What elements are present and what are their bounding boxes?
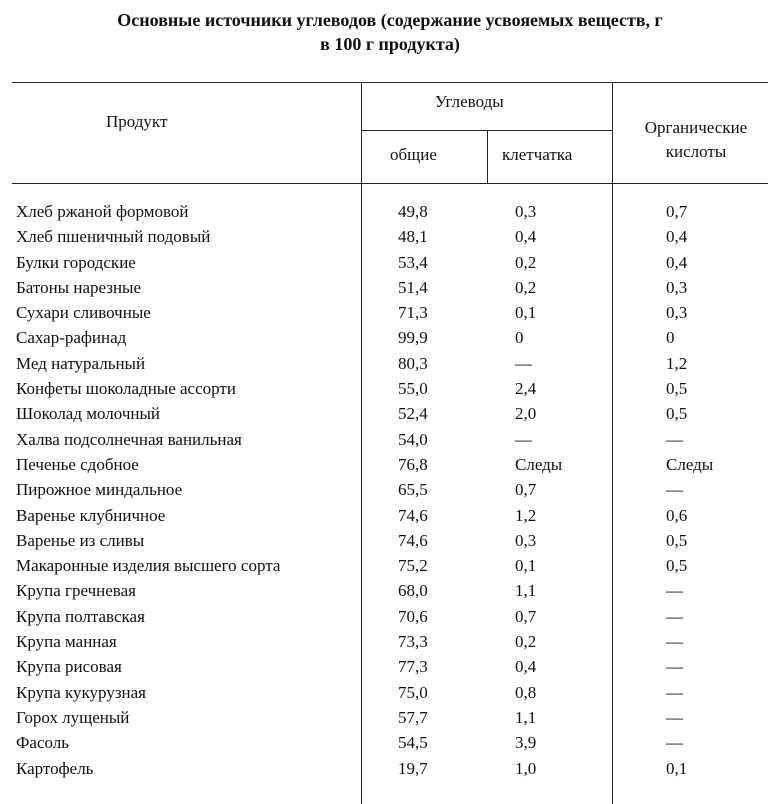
organic-acids-cell: —	[666, 733, 683, 753]
total-carbs-cell: 74,6	[398, 505, 428, 525]
fiber-cell: 0,1	[515, 556, 537, 576]
fiber-cell: 0	[515, 328, 524, 348]
organic-acids-cell: 0,5	[666, 379, 688, 399]
total-carbs-cell: 70,6	[398, 606, 428, 626]
organic-acids-cell: —	[666, 657, 683, 677]
total-carbs-cell: 53,4	[398, 252, 428, 272]
fiber-cell: 0,2	[515, 277, 537, 297]
organic-acids-cell: 0,5	[666, 556, 688, 576]
total-carbs-cell: 75,2	[398, 556, 428, 576]
table-row	[0, 376, 780, 401]
total-carbs-cell: 71,3	[398, 303, 428, 323]
organic-acids-cell: 0,3	[666, 303, 688, 323]
table-row	[0, 224, 780, 249]
organic-acids-cell: 0,5	[666, 530, 688, 550]
table-row	[0, 705, 780, 730]
table-row	[0, 578, 780, 603]
table-title-line-2: в 100 г продукта)	[320, 34, 460, 54]
total-carbs-cell: 74,6	[398, 530, 428, 550]
fiber-cell: 0,3	[515, 202, 537, 221]
total-carbs-cell: 68,0	[398, 581, 428, 601]
table-row	[0, 730, 780, 755]
table-row	[0, 300, 780, 325]
organic-acids-cell: 0,4	[666, 252, 688, 272]
organic-acids-cell: —	[666, 429, 683, 449]
fiber-cell: 2,0	[515, 404, 537, 424]
organic-acids-cell: 1,2	[666, 353, 688, 373]
organic-acids-cell: —	[666, 606, 683, 626]
header-product: Продукт	[106, 112, 168, 131]
organic-acids-cell: 0,3	[666, 277, 688, 297]
fiber-cell: —	[515, 429, 532, 449]
table-row	[0, 250, 780, 275]
product-name-cell: Варенье из сливы	[16, 530, 145, 550]
total-carbs-cell: 76,8	[398, 454, 428, 474]
fiber-cell: 0,3	[515, 530, 537, 550]
product-name-cell: Печенье сдобное	[16, 454, 139, 474]
fiber-cell: 0,4	[515, 227, 537, 247]
fiber-cell: 1,2	[515, 505, 537, 525]
fiber-cell: 3,9	[515, 733, 537, 753]
product-name-cell: Фасоль	[16, 733, 70, 753]
organic-acids-cell: —	[666, 632, 683, 652]
table-row	[0, 629, 780, 654]
table-row	[0, 503, 780, 528]
header-fiber: клетчатка	[502, 145, 573, 164]
total-carbs-cell: 52,4	[398, 404, 428, 424]
organic-acids-cell: 0	[666, 328, 675, 348]
organic-acids-cell: —	[666, 581, 683, 601]
total-carbs-cell: 55,0	[398, 379, 428, 399]
fiber-cell: 0,2	[515, 252, 537, 272]
header-organic-acids-line-2: кислоты	[665, 142, 727, 161]
total-carbs-cell: 73,3	[398, 632, 428, 652]
product-name-cell: Халва подсолнечная ванильная	[16, 429, 242, 449]
total-carbs-cell: 51,4	[398, 277, 428, 297]
table-row	[0, 199, 780, 224]
table-top-rule	[12, 82, 768, 83]
header-organic-acids	[612, 116, 780, 164]
table-row	[0, 528, 780, 553]
total-fiber-divider	[487, 130, 488, 183]
product-name-cell: Сухари сливочные	[16, 303, 151, 323]
product-name-cell: Батоны нарезные	[16, 277, 142, 297]
fiber-cell: 2,4	[515, 379, 537, 399]
table-row	[0, 553, 780, 578]
table-row	[0, 477, 780, 502]
table-row	[0, 756, 780, 781]
fiber-cell: Следы	[515, 454, 563, 474]
organic-acids-cell: —	[666, 682, 683, 702]
total-carbs-cell: 48,1	[398, 227, 428, 247]
total-carbs-cell: 57,7	[398, 707, 428, 727]
total-carbs-cell: 65,5	[398, 480, 428, 500]
total-carbs-cell: 54,5	[398, 733, 428, 753]
product-name-cell: Конфеты шоколадные ассорти	[16, 379, 236, 399]
fiber-cell: —	[515, 353, 532, 373]
fiber-cell: 1,1	[515, 581, 537, 601]
total-carbs-cell: 80,3	[398, 353, 428, 373]
product-name-cell: Крупа рисовая	[16, 657, 122, 677]
table-title	[0, 8, 780, 56]
table-row	[0, 351, 780, 376]
product-name-cell: Крупа гречневая	[16, 581, 136, 601]
organic-acids-cell: 0,6	[666, 505, 688, 525]
product-name-cell: Хлеб ржаной формовой	[16, 202, 189, 221]
fiber-cell: 0,8	[515, 682, 537, 702]
total-carbs-cell: 54,0	[398, 429, 428, 449]
fiber-cell: 1,0	[515, 758, 537, 778]
organic-acids-cell: —	[666, 707, 683, 727]
organic-acids-cell: 0,5	[666, 404, 688, 424]
table-row	[0, 325, 780, 350]
product-name-cell: Макаронные изделия высшего сорта	[16, 556, 281, 576]
product-name-cell: Мед натуральный	[16, 353, 146, 373]
product-name-cell: Крупа кукурузная	[16, 682, 146, 702]
total-carbs-cell: 77,3	[398, 657, 428, 677]
header-total: общие	[390, 145, 437, 164]
table-row	[0, 680, 780, 705]
organic-acids-cell: 0,1	[666, 758, 688, 778]
table-row	[0, 452, 780, 477]
product-name-cell: Сахар-рафинад	[16, 328, 127, 348]
header-bottom-rule	[12, 183, 768, 184]
product-name-cell: Крупа манная	[16, 632, 117, 652]
fiber-cell: 0,4	[515, 657, 537, 677]
fiber-cell: 0,2	[515, 632, 537, 652]
organic-acids-cell: Следы	[666, 454, 714, 474]
table-row	[0, 654, 780, 679]
table-title-line-1: Основные источники углеводов (содержание усвояемых веществ, г	[117, 10, 663, 30]
organic-acids-cell: 0,7	[666, 202, 688, 221]
product-name-cell: Шоколад молочный	[16, 404, 160, 424]
product-name-cell: Пирожное миндальное	[16, 480, 183, 500]
product-name-cell: Горох лущеный	[16, 707, 130, 727]
product-name-cell: Крупа полтавская	[16, 606, 145, 626]
organic-acids-cell: —	[666, 480, 683, 500]
product-name-cell: Картофель	[16, 758, 94, 778]
product-name-cell: Булки городские	[16, 252, 136, 272]
table-row	[0, 604, 780, 629]
fiber-cell: 1,1	[515, 707, 537, 727]
fiber-cell: 0,1	[515, 303, 537, 323]
fiber-cell: 0,7	[515, 480, 537, 500]
table-row	[0, 401, 780, 426]
fiber-cell: 0,7	[515, 606, 537, 626]
total-carbs-cell: 75,0	[398, 682, 428, 702]
total-carbs-cell: 99,9	[398, 328, 428, 348]
total-carbs-cell: 49,8	[398, 202, 428, 221]
product-name-cell: Хлеб пшеничный подовый	[16, 227, 211, 247]
table-row	[0, 275, 780, 300]
header-organic-acids-line-1: Органические	[644, 118, 748, 137]
product-name-cell: Варенье клубничное	[16, 505, 166, 525]
total-carbs-cell: 19,7	[398, 758, 428, 778]
header-carbohydrates: Углеводы	[435, 92, 504, 111]
table-body	[0, 199, 780, 781]
organic-acids-cell: 0,4	[666, 227, 688, 247]
table-row	[0, 427, 780, 452]
